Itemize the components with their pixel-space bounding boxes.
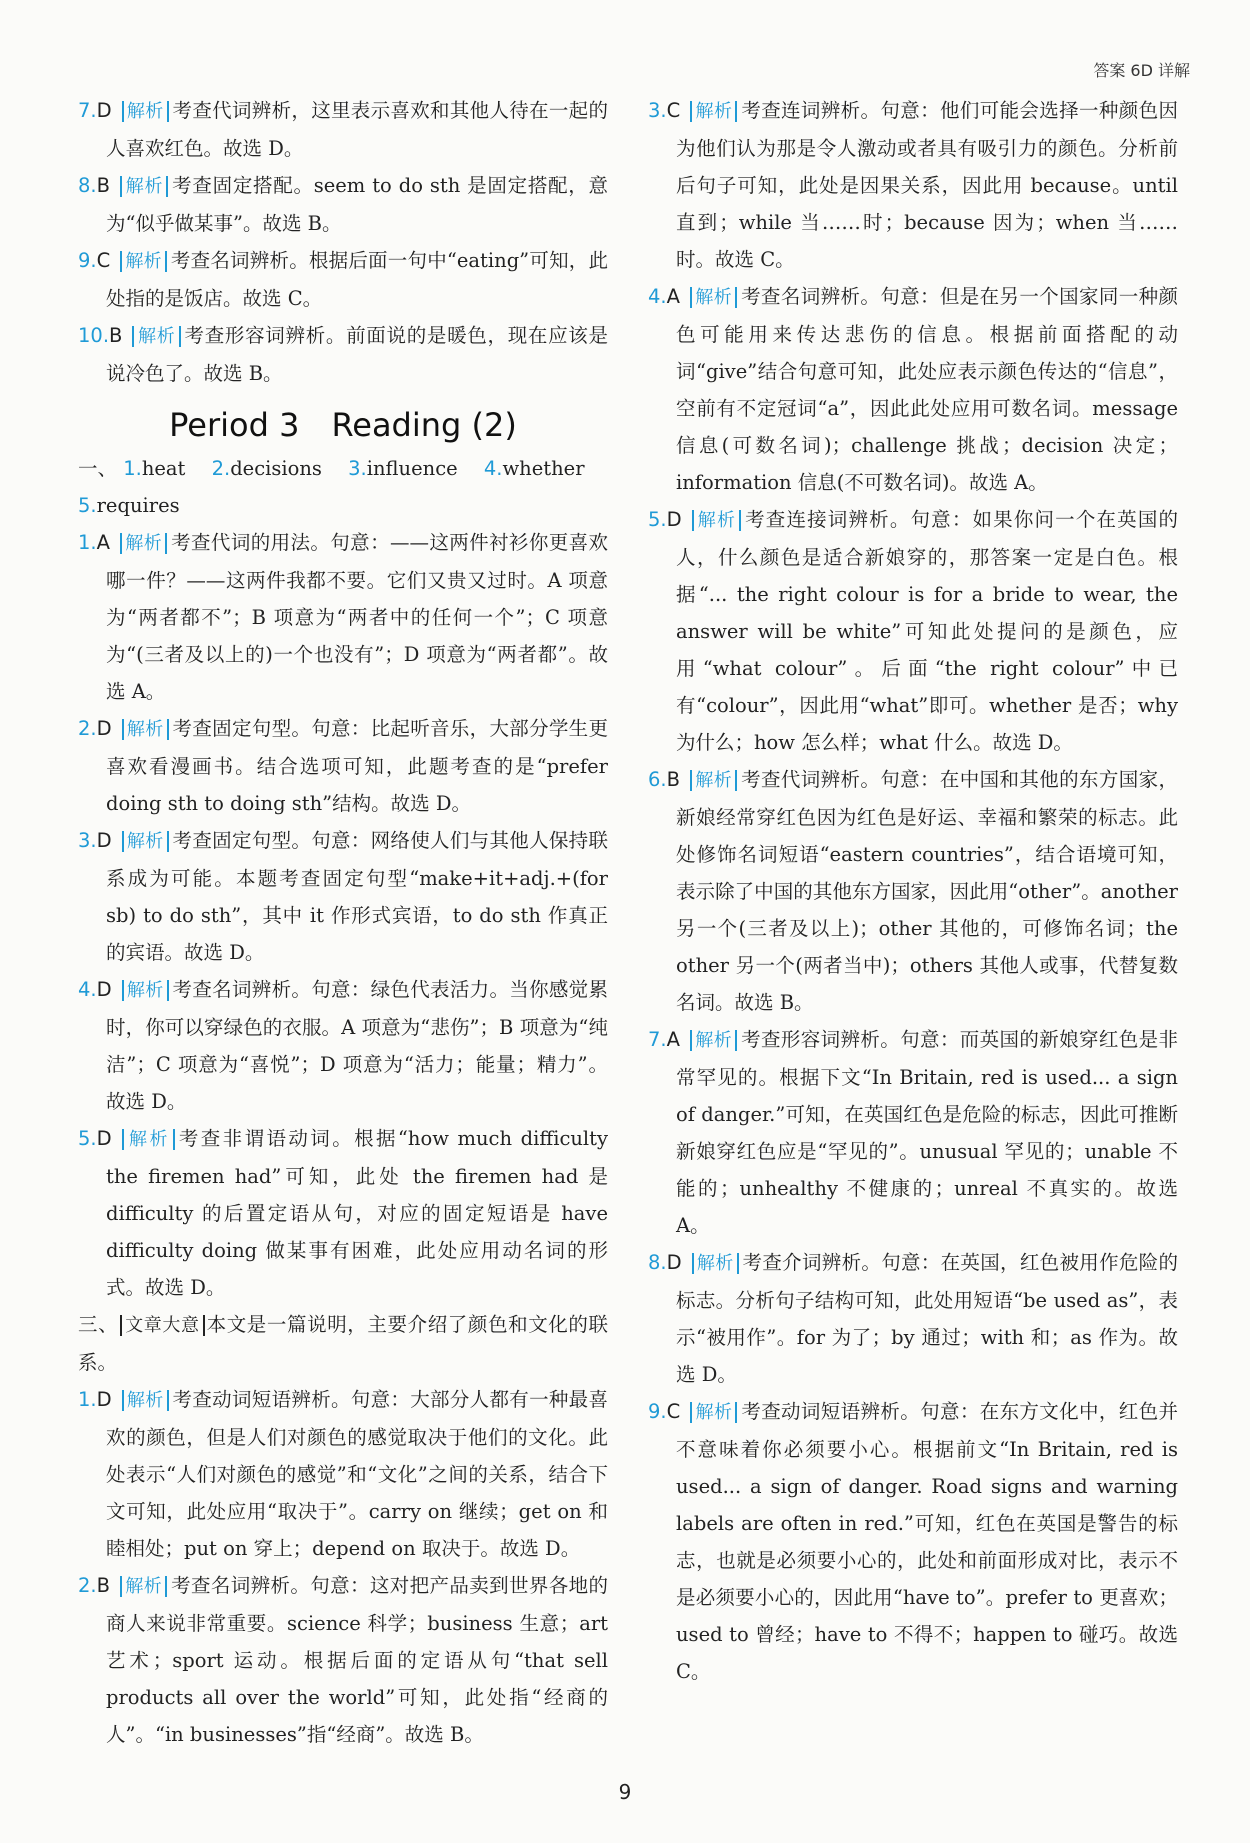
section1-label: 一、 [78,457,118,480]
answer-letter: A [666,1028,680,1051]
answer-letter: D [96,1127,112,1150]
question-number: 3. [648,99,667,122]
s3-entry [78,1567,608,1753]
analysis-text: 考查介词辨析。句意：在英国，红色被用作危险的标志。分析句子结构可知，此处用短语“be used as”，表示“被用作”。for 为了；by 通过；with 和；as 作为。故选 D。 [676,1251,1178,1386]
answer-letter: B [109,324,123,347]
answer-letter: A [96,531,110,554]
section1-line2 [78,487,608,524]
question-number: 5. [78,1127,97,1150]
answer-letter: D [666,508,682,531]
question-number: 8. [648,1251,667,1274]
analysis-text: 考查形容词辨析。句意：而英国的新娘穿红色是非常罕见的。根据下文“In Britain, red is used... a sign of danger.”可知，在英国红色是危险的标志，因此可推断新娘穿红色应是“罕见的”。unusual 罕见的；unable 不能的；unhealthy 不健康的；unreal 不真实的。故选 A。 [676,1028,1178,1237]
answer-letter: B [666,768,680,791]
question-number: 9. [78,249,97,272]
period-title: Period 3 Reading (2) [169,406,517,444]
section3-tag: 文章大意 [120,1315,204,1336]
answer-letter: C [96,249,111,272]
s3r-entry [648,1021,1178,1244]
question-number: 8. [78,174,97,197]
question-number: 5. [648,508,667,531]
s3-entry [78,1381,608,1567]
analysis-tag: 解析 [120,176,168,197]
answer-letter: A [666,285,680,308]
page-header: 答案 6D 详解 [1093,61,1190,80]
question-number: 2. [78,1574,97,1597]
analysis-text: 考查连词辨析。句意：他们可能会选择一种颜色因为他们认为那是令人激动或者具有吸引力的颜色。分析前后句子可知，此处是因果关系，因此用 because。until 直到；while 当……时；because 因为；when 当……时。故选 C。 [676,99,1178,271]
s3r-entry [648,1244,1178,1393]
answer-letter: C [666,99,681,122]
analysis-text: 考查名词辨析。句意：绿色代表活力。当你感觉累时，你可以穿绿色的衣服。A 项意为“悲伤”；B 项意为“纯洁”；C 项意为“喜悦”；D 项意为“活力；能量；精力”。故选 D。 [106,978,608,1113]
analysis-tag: 解析 [122,719,169,740]
analysis-text: 考查代词的用法。句意：——这两件衬衫你更喜欢哪一件？——这两件我都不要。它们又贵又过时。A 项意为“两者都不”；B 项意为“两者中的任何一个”；C 项意为“(三者及以上的)一个也没有”；D 项意为“两者都”。故选 A。 [106,531,608,703]
left-column [78,92,608,1753]
s1-num-4: 4. [483,457,503,480]
q-entry [78,317,608,392]
analysis-tag: 解析 [122,980,169,1001]
analysis-tag: 解析 [690,1402,737,1423]
section3-intro-text: 本文是一篇说明，主要介绍了颜色和文化的联系。 [78,1313,608,1374]
s1-num-5: 5. [78,494,97,517]
answer-letter: D [666,1251,682,1274]
s2-entry [78,822,608,971]
analysis-text: 考查动词短语辨析。句意：大部分人都有一种最喜欢的颜色，但是人们对颜色的感觉取决于他们的文化。此处表示“人们对颜色的感觉”和“文化”之间的关系，结合下文可知，此处应用“取决于”。carry on 继续；get on 和睦相处；put on 穿上；depend on 取决于。故选 D。 [106,1388,608,1560]
answer-letter: B [96,1574,110,1597]
answer-letter: D [96,1388,112,1411]
analysis-tag: 解析 [122,831,169,852]
question-number: 9. [648,1400,667,1423]
analysis-text: 考查动词短语辨析。句意：在东方文化中，红色并不意味着你必须要小心。根据前文“In Britain, red is used... a sign of danger. Road signs and warning labels are often in red.”可知，红色在英国是警告的标志，也就是必须要小心的，此处和前面形成对比，表示不是必须要小心的，因此用“have to”。prefer to 更喜欢；used to 曾经；have to 不得不；happen to 碰巧。故选 C。 [676,1400,1178,1683]
section3-label: 三、 [78,1313,119,1336]
s1-word-5: requires [96,494,180,517]
analysis-text: 考查名词辨析。句意：但是在另一个国家同一种颜色可能用来传达悲伤的信息。根据前面搭配的动词“give”结合句意可知，此处应表示颜色传达的“信息”，空前有不定冠词“a”，因此此处应用可数名词。message 信息(可数名词)；challenge 挑战；decision 决定；information 信息(不可数名词)。故选 A。 [676,285,1178,494]
section1-line1 [78,450,608,487]
analysis-text: 考查代词辨析，这里表示喜欢和其他人待在一起的人喜欢红色。故选 D。 [106,99,608,160]
analysis-tag: 解析 [122,1129,175,1150]
s1-word-2: decisions [230,457,322,480]
section3-intro [78,1306,608,1381]
analysis-tag: 解析 [690,101,737,122]
question-number: 4. [78,978,97,1001]
question-number: 3. [78,829,97,852]
analysis-tag: 解析 [122,101,169,122]
analysis-tag: 解析 [120,533,167,554]
s2-entry [78,971,608,1120]
s3r-entry [648,501,1178,761]
analysis-tag: 解析 [120,251,167,272]
s3r-entry [648,92,1178,278]
s1-num-3: 3. [348,457,367,480]
analysis-tag: 解析 [692,1253,739,1274]
s3r-entry [648,278,1178,501]
answer-letter: D [96,829,112,852]
analysis-text: 考查非谓语动词。根据“how much difficulty the firemen had”可知，此处 the firemen had 是 difficulty 的后置定语从句，对应的固定短语是 have difficulty doing 做某事有困难，此处应用动名词的形式。故选 D。 [106,1127,609,1299]
analysis-text: 考查名词辨析。句意：这对把产品卖到世界各地的商人来说非常重要。science 科学；business 生意；art 艺术；sport 运动。根据后面的定语从句“that sell products all over the world”可知，此处指“经商的人”。“in businesses”指“经商”。故选 B。 [106,1574,608,1746]
q-entry [78,92,608,167]
analysis-text: 考查形容词辨析。前面说的是暖色，现在应该是说冷色了。故选 B。 [106,324,608,385]
analysis-tag: 解析 [120,1576,167,1597]
analysis-text: 考查固定搭配。seem to do sth 是固定搭配，意为“似乎做某事”。故选 B。 [106,174,609,235]
question-number: 7. [648,1028,667,1051]
analysis-tag: 解析 [690,770,737,791]
question-number: 2. [78,717,97,740]
answer-letter: D [96,717,112,740]
analysis-text: 考查固定句型。句意：网络使人们与其他人保持联系成为可能。本题考查固定句型“make+it+adj.+(for sb) to do sth”，其中 it 作形式宾语，to do sth 作真正的宾语。故选 D。 [106,829,608,964]
s1-num-2: 2. [211,457,231,480]
analysis-text: 考查名词辨析。根据后面一句中“eating”可知，此处指的是饭店。故选 C。 [106,249,609,310]
analysis-text: 考查连接词辨析。句意：如果你问一个在英国的人，什么颜色是适合新娘穿的，那答案一定是白色。根据“... the right colour is for a bride to wear, the answer will be white”可知此处提问的是颜色，应用“what colour”。后面“the right colour”中已有“colour”，因此用“what”即可。whether 是否；why 为什么；how 怎么样；what 什么。故选 D。 [676,508,1178,754]
s1-word-4: whether [502,457,585,480]
s1-word-3: influence [366,457,458,480]
question-number: 10. [78,324,110,347]
analysis-tag: 解析 [122,1390,169,1411]
s1-word-1: heat [141,457,186,480]
analysis-tag: 解析 [690,287,737,308]
answer-letter: C [666,1400,681,1423]
analysis-tag: 解析 [132,326,180,347]
analysis-tag: 解析 [690,1030,737,1051]
s2-entry [78,710,608,822]
s3r-entry [648,1393,1178,1690]
question-number: 6. [648,768,667,791]
analysis-tag: 解析 [692,510,742,531]
answer-letter: B [96,174,110,197]
question-number: 1. [78,531,97,554]
question-number: 4. [648,285,667,308]
analysis-text: 考查代词辨析。句意：在中国和其他的东方国家，新娘经常穿红色因为红色是好运、幸福和繁荣的标志。此处修饰名词短语“eastern countries”，结合语境可知，表示除了中国的其他东方国家，因此用“other”。another 另一个(三者及以上)；other 其他的，可修饰名词；the other 另一个(两者当中)；others 其他人或事，代替复数名词。故选 B。 [676,768,1178,1014]
question-number: 1. [78,1388,97,1411]
q-entry [78,167,608,242]
s2-entry [78,524,608,710]
s1-num-1: 1. [123,457,142,480]
s3r-entry [648,761,1178,1021]
right-column [648,92,1178,1690]
s2-entry [78,1120,608,1306]
answer-letter: D [96,99,112,122]
q-entry [78,242,608,317]
analysis-text: 考查固定句型。句意：比起听音乐，大部分学生更喜欢看漫画书。结合选项可知，此题考查的是“prefer doing sth to doing sth”结构。故选 D。 [106,717,608,815]
question-number: 7. [78,99,97,122]
answer-letter: D [96,978,112,1001]
page-number: 9 [618,1780,632,1804]
